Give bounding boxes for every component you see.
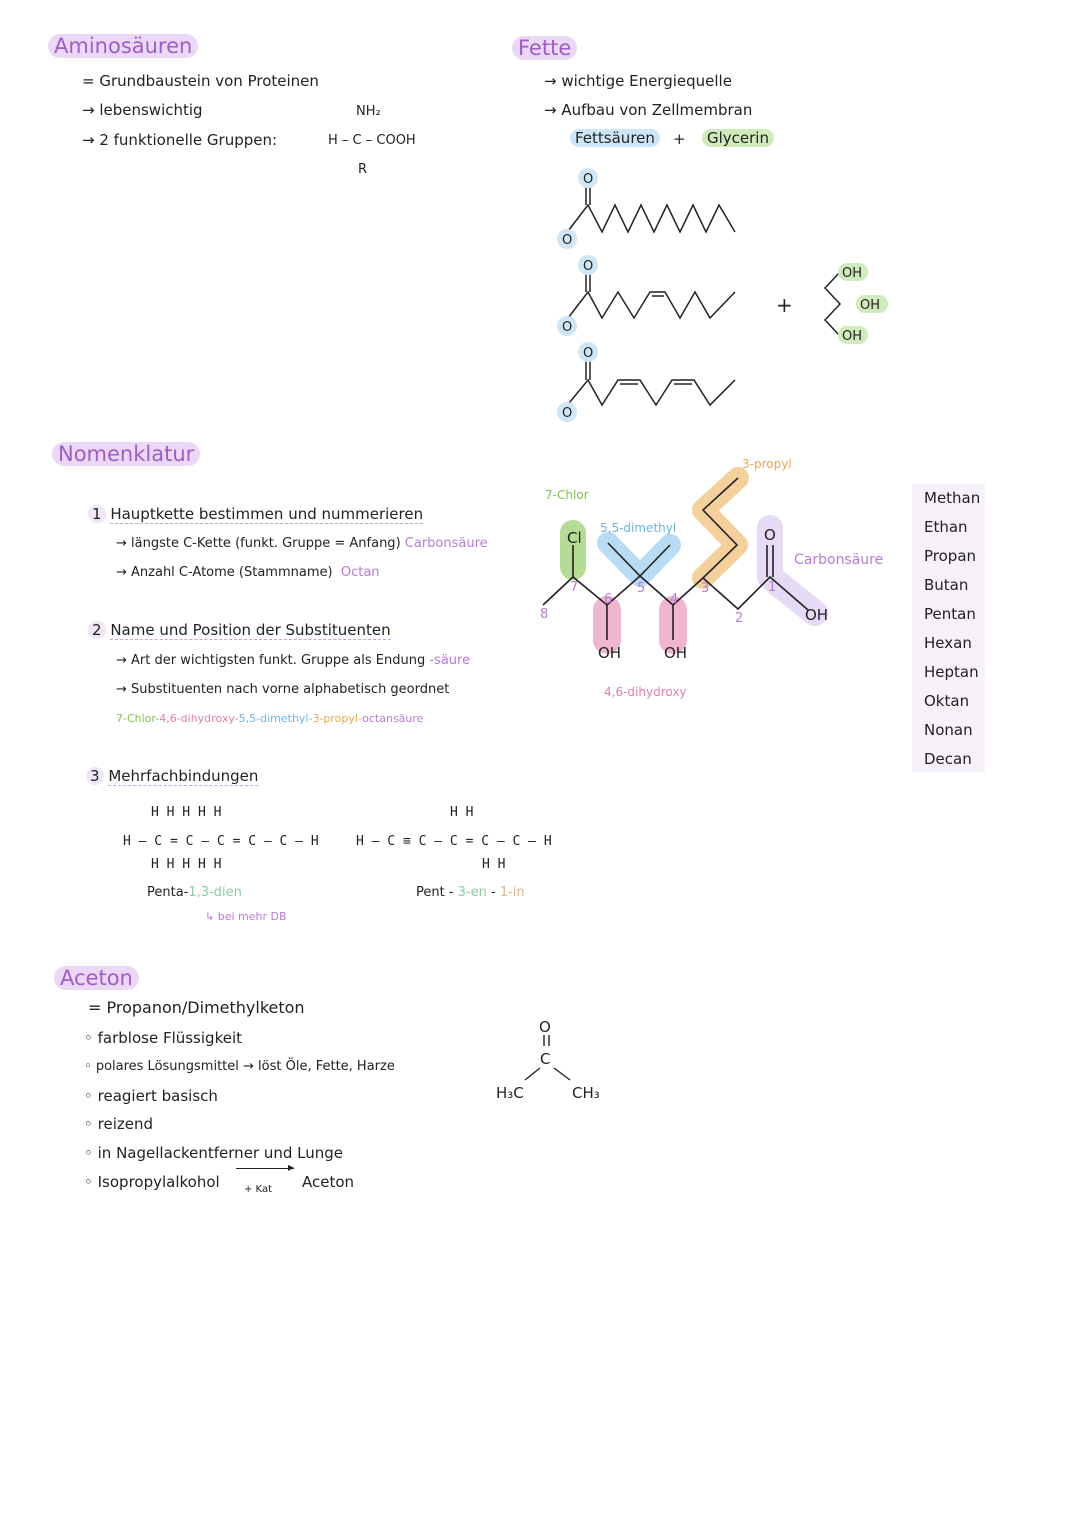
step-note: -säure xyxy=(429,653,471,668)
glycerin-label: Glycerin xyxy=(702,129,774,147)
o-label: O xyxy=(583,346,594,361)
step-line: → Substituenten nach vorne alphabetisch geordnet xyxy=(116,682,450,697)
amino-line: → 2 funktionelle Gruppen: xyxy=(82,131,278,149)
formula-bottom: H H xyxy=(482,857,506,872)
step-line xyxy=(116,565,380,580)
methyl-left: H₃C xyxy=(496,1084,524,1102)
fette-line: → wichtige Energiequelle xyxy=(544,72,732,90)
step-line xyxy=(116,653,470,668)
carbon-number: 4 xyxy=(670,592,679,607)
alkane-name: Ethan xyxy=(924,518,968,536)
bullet-text: in Nagellackentferner und Lunge xyxy=(97,1144,344,1162)
aceton-bullet: ◦ farblose Flüssigkeit xyxy=(84,1029,242,1047)
example-name xyxy=(116,712,423,725)
pentenyne-name xyxy=(416,885,525,900)
step-note: Octan xyxy=(340,565,380,580)
amino-line: = Grundbaustein von Proteinen xyxy=(82,72,319,90)
name-part: Pent - xyxy=(416,885,458,900)
alkane-name: Hexan xyxy=(924,634,972,652)
cl-atom: Cl xyxy=(567,529,582,547)
step-title: Name und Position der Substituenten xyxy=(110,621,391,639)
o-atom: O xyxy=(539,1018,551,1036)
step-title: Hauptkette bestimmen und nummerieren xyxy=(110,505,424,523)
catalyst-label: + Kat xyxy=(244,1184,272,1195)
step-note: Carbonsäure xyxy=(404,536,488,551)
step-number: 2 xyxy=(88,621,106,639)
carbon-number: 7 xyxy=(570,580,579,595)
plus-sign: + xyxy=(776,293,793,317)
amino-formula: H – C – COOH xyxy=(328,133,416,148)
heading-fette: Fette xyxy=(512,36,577,60)
fettsaeuren-label: Fettsäuren xyxy=(570,129,660,147)
bullet-text: polares Lösungsmittel → löst Öle, Fette, Harze xyxy=(95,1059,395,1074)
fatty-acid-chain xyxy=(565,380,735,408)
aceton-bullet: ◦ in Nagellackentferner und Lunge xyxy=(84,1144,344,1162)
o-label: O xyxy=(562,233,573,248)
fatty-acid-chain xyxy=(565,205,735,235)
aceton-line: = Propanon/Dimethylketon xyxy=(88,998,305,1017)
formula-top: H H xyxy=(450,805,474,820)
name-part: octansäure xyxy=(362,712,424,725)
fat-structures xyxy=(540,160,910,430)
name-part: 7-Chlor- xyxy=(116,712,160,725)
name-part: 3-en xyxy=(457,885,487,900)
alkane-name: Oktan xyxy=(924,692,970,710)
step-line-text: → Art der wichtigsten funkt. Gruppe als Endung xyxy=(116,653,426,668)
o-label: O xyxy=(583,259,594,274)
alkane-name: Propan xyxy=(924,547,977,565)
heading-aceton: Aceton xyxy=(54,966,139,990)
step-line xyxy=(116,536,488,551)
dihydroxy-label: 4,6-dihydroxy xyxy=(604,685,687,699)
carbon-number: 2 xyxy=(735,611,744,626)
fette-line: → Aufbau von Zellmembran xyxy=(544,101,753,119)
formula-top: H H H H H xyxy=(151,805,222,820)
bullet-text: reizend xyxy=(97,1115,153,1133)
alkane-list xyxy=(912,484,985,772)
alkane-name: Decan xyxy=(924,750,972,768)
oh-group: OH xyxy=(664,644,688,662)
step-3 xyxy=(86,767,258,785)
oh-label: OH xyxy=(842,329,863,344)
bullet-text: reagiert basisch xyxy=(97,1087,218,1105)
formula-bottom: H H H H H xyxy=(151,857,222,872)
aceton-structure xyxy=(490,1010,620,1110)
heading-nomenklatur: Nomenklatur xyxy=(52,442,200,466)
reaction-arrow xyxy=(236,1168,294,1169)
o-atom: O xyxy=(764,526,776,544)
step-number: 3 xyxy=(86,767,104,785)
amino-nh2: NH₂ xyxy=(356,104,381,119)
step-number: 1 xyxy=(88,505,106,523)
bullet-text: Isopropylalkohol xyxy=(97,1173,220,1191)
pentenyne-formula xyxy=(356,798,552,879)
aceton-bullet: ◦ polares Lösungsmittel → löst Öle, Fette, Harze xyxy=(84,1059,395,1074)
carbonsaeure-label: Carbonsäure xyxy=(794,552,884,568)
o-label: O xyxy=(562,320,573,335)
fatty-acid-chain xyxy=(565,292,735,322)
bullet-text: farblose Flüssigkeit xyxy=(97,1029,242,1047)
octanoic-acid-molecule xyxy=(530,450,900,710)
name-part: 4,6-dihydroxy- xyxy=(159,712,239,725)
alkane-name: Heptan xyxy=(924,663,979,681)
note-text: bei mehr DB xyxy=(217,910,287,923)
pentadiene-name xyxy=(147,885,242,900)
arrow-head-icon: ▸ xyxy=(288,1160,295,1174)
formula-mid: H – C ≡ C – C = C – C – H xyxy=(356,834,552,849)
aceton-bullet: ◦ reagiert basisch xyxy=(84,1087,218,1105)
amino-r: R xyxy=(358,162,368,177)
step-line-text: → längste C-Kette (funkt. Gruppe = Anfang) xyxy=(116,536,401,551)
alkane-name: Nonan xyxy=(924,721,973,739)
methyl-right: CH₃ xyxy=(572,1084,600,1102)
product-label: Aceton xyxy=(302,1173,355,1191)
o-label: O xyxy=(562,406,573,421)
note: ↳ bei mehr DB xyxy=(205,910,287,923)
alkane-name: Butan xyxy=(924,576,969,594)
amino-line: → lebenswichtig xyxy=(82,101,203,119)
dimethyl-label: 5,5-dimethyl xyxy=(600,521,677,535)
aceton-bullet: ◦ Isopropylalkohol xyxy=(84,1173,220,1191)
alkane-name: Pentan xyxy=(924,605,976,623)
oh-group: OH xyxy=(598,644,622,662)
formula-mid: H – C = C – C = C – C – H xyxy=(123,834,319,849)
name-part: 5,5-dimethyl- xyxy=(238,712,313,725)
step-2 xyxy=(88,621,391,639)
aceton-bullet: ◦ reizend xyxy=(84,1115,153,1133)
carbon-number: 1 xyxy=(768,580,777,595)
alkane-name: Methan xyxy=(924,489,981,507)
pentadiene-formula xyxy=(123,798,319,879)
step-line-text: → Anzahl C-Atome (Stammname) xyxy=(116,565,333,580)
oh-group: OH xyxy=(805,606,829,624)
chlor-label: 7-Chlor xyxy=(545,488,589,502)
name-part: - xyxy=(486,885,500,900)
name-part: 3-propyl- xyxy=(312,712,363,725)
propyl-label: 3-propyl xyxy=(742,457,792,471)
carbon-number: 6 xyxy=(604,592,613,607)
step-1 xyxy=(88,505,423,523)
carbon-number: 5 xyxy=(637,581,646,596)
plus-sign: + xyxy=(673,130,686,148)
name-part: 1-in xyxy=(499,885,525,900)
carbon-number: 3 xyxy=(701,581,710,596)
oh-label: OH xyxy=(842,266,863,281)
carbon-number: 8 xyxy=(540,607,549,622)
heading-aminosaeuren: Aminosäuren xyxy=(48,34,198,58)
c-atom: C xyxy=(540,1050,551,1068)
step-title: Mehrfachbindungen xyxy=(108,767,259,785)
name-part: Penta- xyxy=(147,885,189,900)
oh-label: OH xyxy=(860,298,881,313)
o-label: O xyxy=(583,172,594,187)
name-part: 1,3-dien xyxy=(188,885,242,900)
